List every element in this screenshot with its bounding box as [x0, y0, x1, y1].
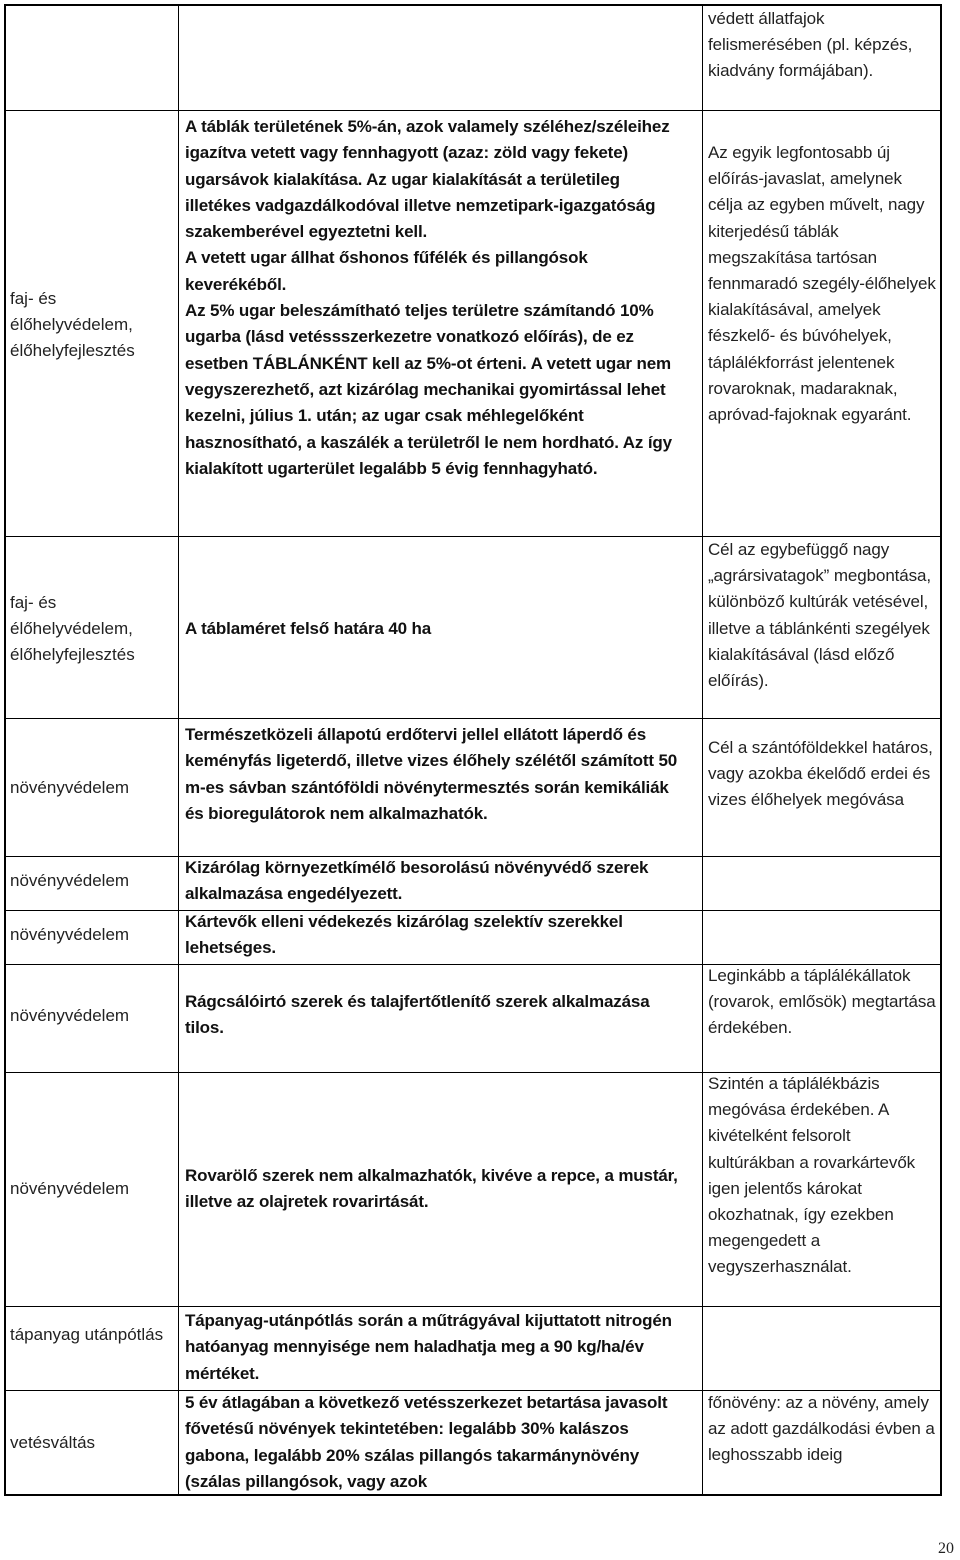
rationale-cell — [708, 6, 936, 85]
topic-text: növényvédelem — [10, 1179, 130, 1198]
topic-cell — [10, 775, 170, 801]
rationale-text: Leginkább a táplálékállatok (rovarok, emlősök) megtartása érdekében. — [708, 966, 936, 1038]
topic-text: tápanyag utánpótlás — [10, 1325, 164, 1344]
row-divider — [6, 110, 940, 111]
topic-text: növényvédelem — [10, 871, 130, 890]
rationale-cell — [708, 140, 936, 428]
requirement-text: Kártevők elleni védekezés kizárólag szelektív szerekkel lehetséges. — [185, 912, 623, 958]
requirement-cell — [185, 722, 690, 827]
topic-text: növényvédelem — [10, 778, 130, 797]
topic-text: faj- és élőhelyvédelem, élőhelyfejlesztés — [10, 289, 135, 360]
page-number: 20 — [938, 1540, 954, 1557]
topic-cell — [10, 1322, 170, 1348]
rationale-cell — [708, 537, 936, 694]
requirement-cell — [185, 616, 690, 642]
rationale-text: Szintén a táplálékbázis megóvása érdekében. A kivételként felsorolt kultúrákban a rovarkártevők igen jelentős károkat okozhatnak, így ezekben megengedett a vegyszerhasználat. — [708, 1074, 916, 1277]
rationale-text: főnövény: az a növény, amely az adott gazdálkodási évben a leghosszabb ideig — [708, 1393, 935, 1465]
row-divider — [6, 1306, 940, 1307]
requirement-text: Rovarölő szerek nem alkalmazhatók, kivéve a repce, a mustár, illetve az olajretek rovarirtását. — [185, 1166, 678, 1212]
requirement-text: Az 5% ugar beleszámítható teljes területre számítandó 10% ugarba (lásd vetéssszerkezetre vonatkozó előírás), de ez esetben TÁBLÁNKÉNT kell az 5%-ot érteni. A vetett ugar nem vegyszerezhető, azt kizárólag mechanikai gyomirtással lehet kezelni, július 1. után; az ugar csak méhlegelőként hasznosítható, a kaszálék a területről le nem hordható. Az így kialakított ugarterület legalább 5 évig fennhagyható. — [185, 301, 672, 478]
topic-cell — [10, 286, 170, 364]
requirement-text: 5 év átlagában a következő vetésszerkezet betartása javasolt fővetésű növények tekintetében: legalább 30% kalászos gabona, legalább 20% szálas pillangós takarmánynövény (szálas pillangósok, vagy azok — [185, 1393, 668, 1491]
topic-cell — [10, 590, 170, 668]
rationale-cell — [708, 1390, 936, 1469]
topic-text: növényvédelem — [10, 1006, 130, 1025]
topic-cell — [10, 1430, 170, 1456]
requirement-cell — [185, 114, 690, 482]
column-divider — [178, 6, 179, 1494]
requirement-cell — [185, 1390, 690, 1495]
rationale-text: Cél a szántóföldekkel határos, vagy azokba ékelődő erdei és vizes élőhelyek megóvása — [708, 738, 933, 810]
rationale-text: Az egyik legfontosabb új előírás-javaslat, amelynek célja az egyben művelt, nagy kiterjedésű táblák megszakítása tartósan fennmaradó szegély-élőhelyek kialakításával, amelyek fészkelő- és búvóhelyek, táplálékforrást jelentenek rovaroknak, madaraknak, apróvad-fajoknak egyaránt. — [708, 143, 936, 425]
row-divider — [6, 718, 940, 719]
rationale-cell — [708, 1071, 936, 1281]
requirement-cell — [185, 909, 690, 962]
requirement-text: Természetközeli állapotú erdőtervi jellel ellátott láperdő és keményfás ligeterdő, illetve vizes élőhely szélétől számított 50 m-es sávban szántóföldi növénytermesztés során kemikáliák és bioregulátorok nem alkalmazhatók. — [185, 725, 678, 823]
requirement-text: A táblák területének 5%-án, azok valamely széléhez/széleihez igazítva vetett vagy fennhagyott (azaz: zöld vagy fekete) ugarsávok kialakítása. Az ugar kialakítását a területileg illetékes vadgazdálkodóval illetve nemzetipark-igazgatóság szakemberével egyeztetni kell. — [185, 117, 670, 242]
column-divider — [702, 6, 703, 1494]
topic-cell — [10, 1003, 170, 1029]
rationale-text: Cél az egybefüggő nagy „agrársivatagok” megbontása, különböző kultúrák vetésével, illetve a táblánkénti szegélyek kialakításával (lásd előző előírás). — [708, 540, 932, 691]
requirement-text: Rágcsálóirtó szerek és talajfertőtlenítő szerek alkalmazása tilos. — [185, 992, 650, 1038]
topic-text: növényvédelem — [10, 925, 130, 944]
requirement-cell — [185, 989, 690, 1042]
topic-text: faj- és élőhelyvédelem, élőhelyfejlesztés — [10, 593, 135, 664]
topic-cell — [10, 922, 170, 948]
requirement-cell — [185, 1308, 690, 1387]
rationale-text: védett állatfajok felismerésében (pl. képzés, kiadvány formájában). — [708, 9, 913, 81]
rationale-cell — [708, 963, 936, 1042]
rationale-cell — [708, 735, 936, 814]
requirement-cell — [185, 855, 690, 908]
topic-cell — [10, 868, 170, 894]
requirement-text: A vetett ugar állhat őshonos fűfélék és pillangósok keverékéből. — [185, 248, 588, 294]
requirement-cell — [185, 1163, 690, 1216]
requirement-text: A táblaméret felső határa 40 ha — [185, 619, 432, 638]
requirement-text: Kizárólag környezetkímélő besorolású növényvédő szerek alkalmazása engedélyezett. — [185, 858, 649, 904]
requirement-text: Tápanyag-utánpótlás során a műtrágyával kijuttatott nitrogén hatóanyag mennyisége nem haladhatja meg a 90 kg/ha/év mértéket. — [185, 1311, 672, 1383]
topic-cell — [10, 1176, 170, 1202]
topic-text: vetésváltás — [10, 1433, 96, 1452]
